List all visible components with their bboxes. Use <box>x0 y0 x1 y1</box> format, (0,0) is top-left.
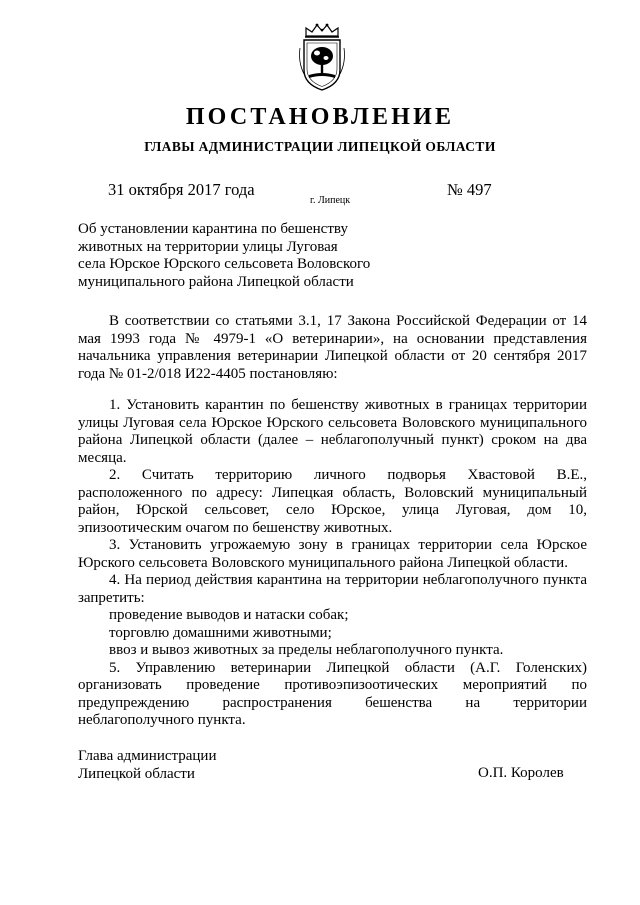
item-4: 4. На период действия карантина на территории неблагополучного пункта запретить: <box>78 572 587 606</box>
subject-line: Об установлении карантина по бешенству <box>78 221 348 237</box>
item-1: 1. Установить карантин по бешенству животных в границах территории улицы Луговая села Юрское Юрского сельсовета Воловского муниципального района Липецкой области (далее – неблагополучный пункт) сроком на два месяца. <box>78 397 587 466</box>
item-5: 5. Управлению ветеринарии Липецкой области (А.Г. Голенских) организовать проведение противоэпизоотических мероприятий по предупреждению распространения бешенства на территории неблагополучного пункта. <box>78 659 587 728</box>
item-4-sub-3: ввоз и вывоз животных за пределы неблагополучного пункта. <box>109 642 504 658</box>
document-city: г. Липецк <box>310 195 351 206</box>
signature-position-line: Липецкой области <box>78 765 195 782</box>
subject-line: села Юрское Юрского сельсовета Воловского <box>78 256 371 272</box>
document-title: ПОСТАНОВЛЕНИЕ <box>185 104 455 130</box>
subject-line: муниципального района Липецкой области <box>78 273 354 290</box>
coat-of-arms-icon <box>296 22 348 92</box>
subject-line: животных на территории улицы Луговая <box>78 238 338 255</box>
document-subtitle: ГЛАВЫ АДМИНИСТРАЦИИ ЛИПЕЦКОЙ ОБЛАСТИ <box>144 139 496 154</box>
item-4-sub-1: проведение выводов и натаски собак; <box>109 607 349 623</box>
signature-position <box>78 748 216 783</box>
document-body <box>78 313 587 730</box>
intro-paragraph: В соответствии со статьями 3.1, 17 Закона Российской Федерации от 14 мая 1993 года № 4979-1 «О ветеринарии», на основании представления начальника управления ветеринарии Липецкой области от 20 сентября 2017 года № 01-2/018 И22-4405 постановляю: <box>78 313 587 382</box>
document-subject <box>78 221 408 291</box>
item-3: 3. Установить угрожаемую зону в границах территории села Юрское Юрского сельсовета Воловского муниципального района Липецкой области. <box>78 537 587 571</box>
document-date: 31 октября 2017 года <box>108 180 255 199</box>
document-number: № 497 <box>447 180 492 199</box>
item-2: 2. Считать территорию личного подворья Хвастовой В.Е., расположенного по адресу: Липецкая область, Воловский муниципальный район, Юрской сельсовет, село Юрское, улица Луговая, дом 10, эпизоотическим очагом по бешенству животных. <box>78 467 587 536</box>
item-4-sub-2: торговлю домашними животными; <box>109 624 332 641</box>
signature-name: О.П. Королев <box>478 765 564 781</box>
signature-position-line: Глава администрации <box>78 748 217 764</box>
